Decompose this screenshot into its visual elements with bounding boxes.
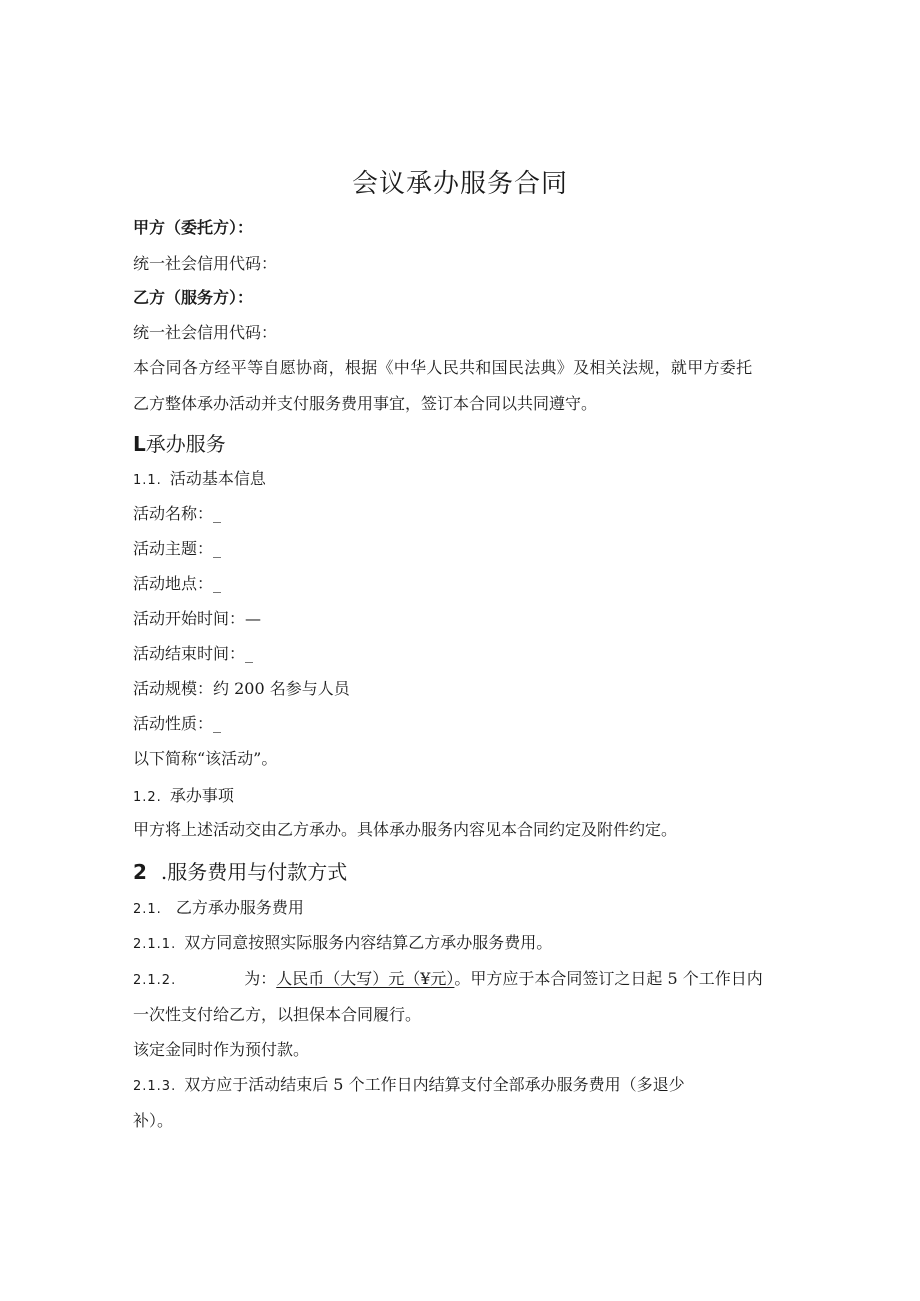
section-2-number: 2 [133, 860, 147, 884]
item-2-1-2-line-3: 该定金同时作为预付款。 [133, 1040, 310, 1059]
subsection-2-1-title: 乙方承办服务费用 [175, 898, 304, 917]
field-start-time: 活动开始时间：— [133, 609, 262, 628]
party-a-credit-code: 统一社会信用代码： [133, 254, 278, 273]
item-2-1-2-suffix: 。甲方应于本合同签订之日起 5 个工作日内 [454, 969, 763, 988]
deposit-amount: 人民币（大写）元（¥元） [276, 969, 455, 988]
section-1-heading [133, 432, 226, 456]
subsection-1-2-title: 承办事项 [169, 786, 234, 805]
subsection-1-2-text: 甲方将上述活动交由乙方承办。具体承办服务内容见本合同约定及附件约定。 [133, 820, 678, 839]
party-b-label: 乙方（服务方）： [133, 288, 254, 307]
subsection-1-1 [133, 469, 266, 491]
party-a-label: 甲方（委托方）： [133, 218, 254, 237]
subsection-1-2-number: 1.2. [133, 790, 162, 805]
item-2-1-1-number: 2.1.1. [133, 937, 177, 952]
activity-alias: 以下简称“该活动”。 [133, 749, 278, 768]
subsection-2-1 [133, 898, 304, 920]
party-b-credit-code: 统一社会信用代码： [133, 323, 278, 342]
item-2-1-3-text: 双方应于活动结束后 5 个工作日内结算支付全部承办服务费用（多退少 [184, 1075, 685, 1094]
subsection-1-1-title: 活动基本信息 [169, 469, 266, 488]
subsection-1-2 [133, 786, 234, 808]
item-2-1-2 [133, 969, 763, 991]
item-2-1-3-number: 2.1.3. [133, 1079, 177, 1094]
document-title: 会议承办服务合同 [351, 169, 568, 199]
field-nature: 活动性质：_ [133, 714, 222, 733]
field-activity-name: 活动名称：_ [133, 504, 222, 523]
subsection-1-1-number: 1.1. [133, 473, 162, 488]
section-1-title: 承办服务 [145, 432, 226, 456]
item-2-1-1 [133, 933, 552, 955]
item-2-1-3-line-2: 补）。 [133, 1111, 174, 1130]
preamble-line-2: 乙方整体承办活动并支付服务费用事宜，签订本合同以共同遵守。 [133, 394, 598, 413]
field-activity-location: 活动地点：_ [133, 574, 222, 593]
section-2-heading [133, 860, 347, 884]
field-scale: 活动规模：约 200 名参与人员 [133, 679, 350, 698]
preamble-line-1: 本合同各方经平等自愿协商，根据《中华人民共和国民法典》及相关法规，就甲方委托 [133, 358, 753, 377]
item-2-1-1-text: 双方同意按照实际服务内容结算乙方承办服务费用。 [184, 933, 553, 952]
field-end-time: 活动结束时间：_ [133, 644, 254, 663]
item-2-1-3 [133, 1075, 685, 1097]
subsection-2-1-number: 2.1. [133, 902, 162, 917]
item-2-1-2-number: 2.1.2. [133, 973, 177, 988]
section-1-number: L [133, 432, 146, 456]
field-activity-theme: 活动主题：_ [133, 539, 222, 558]
item-2-1-2-prefix: 为： [244, 969, 277, 988]
item-2-1-2-line-2: 一次性支付给乙方，以担保本合同履行。 [133, 1005, 422, 1024]
section-2-title: .服务费用与付款方式 [160, 860, 348, 884]
